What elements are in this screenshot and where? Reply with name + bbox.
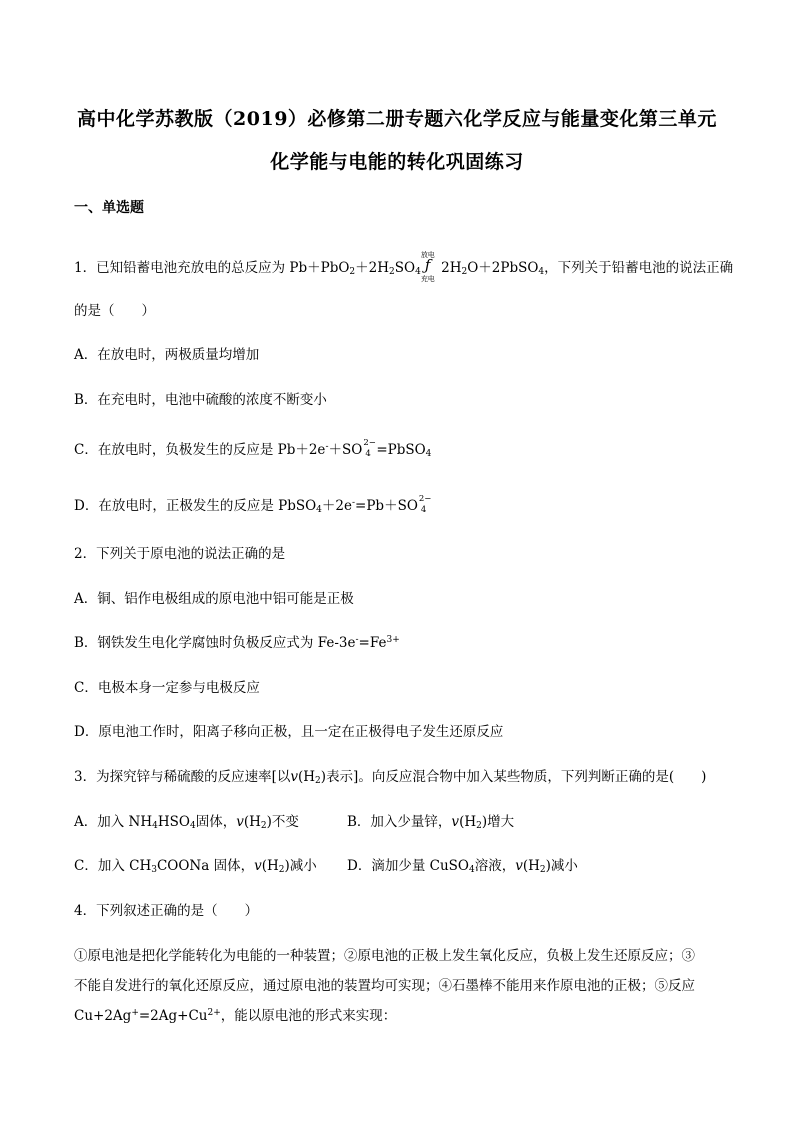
q4-statement-line2: 不能自发进行的氧化还原反应，通过原电池的装置均可实现；④石墨棒不能用来作原电池的正极；⑤反应 [74, 978, 695, 994]
q1-option-a: A．在放电时，两极质量均增加 [74, 347, 260, 363]
q1-option-d: D．在放电时，正极发生的反应是 PbSO$_4$＋2e-=Pb＋SO 2− 4 [74, 494, 432, 515]
page-title-line1: 高中化学苏教版（2019）必修第二册专题六化学反应与能量变化第三单元 [77, 108, 717, 130]
q2-option-a: A．铜、铝作电极组成的原电池中铝可能是正极 [74, 591, 354, 607]
q3-option-d: D．滴加少量 CuSO$_4$溶液，$v(H_2)$减小 [347, 858, 578, 875]
q2-option-d: D．原电池工作时，阳离子移向正极，且一定在正极得电子发生还原反应 [74, 724, 504, 740]
q1-stem: 1．已知铅蓄电池充放电的总反应为 $Pb+PbO_2+2H_2SO_4$ 放电 ƒ 充电 $2H_2O+2PbSO_4$，下列关于铅蓄电池的说法正确 [74, 251, 734, 283]
q2-option-c: C．电极本身一定参与电极反应 [74, 680, 260, 696]
q3-option-c: C．加入 $CH_3COONa$ 固体，$v(H_2)$减小 [74, 858, 317, 875]
page-title-line2: 化学能与电能的转化巩固练习 [270, 151, 524, 173]
q1-option-b: B．在充电时，电池中硫酸的浓度不断变小 [74, 392, 327, 408]
q2-option-b: B．钢铁发生电化学腐蚀时负极反应式为 $Fe-3e^-=Fe^{3+}$ [74, 635, 400, 651]
sulfate-ion: 2− 4 [363, 438, 376, 459]
q3-stem: 3．为探究锌与稀硫酸的反应速率[以$v(H_2)$表示]。向反应混合物中加入某些物质，下列判断正确的是( ) [74, 769, 707, 786]
q4-stem: 4．下列叙述正确的是（ ） [74, 903, 259, 919]
q2-stem: 2．下列关于原电池的说法正确的是 [74, 546, 286, 562]
section-heading: 一、单选题 [74, 200, 144, 216]
reversible-arrow: 放电 ƒ 充电 [420, 251, 435, 283]
q4-statement-line3: $Cu+2Ag^+=2Ag+Cu^{2+}$，能以原电池的形式来实现： [74, 1008, 397, 1024]
q4-statement-line1: ①原电池是把化学能转化为电能的一种装置；②原电池的正极上发生氧化反应，负极上发生还原反应；③ [74, 948, 695, 964]
q3-option-b: B．加入少量锌，$v(H_2)$增大 [347, 814, 515, 831]
sulfate-ion: 2− 4 [418, 494, 432, 515]
q3-option-a: A．加入 $NH_4HSO_4$固体，$v(H_2)$不变 [74, 814, 299, 831]
q1-option-c: C．在放电时，负极发生的反应是 Pb＋2e-＋SO 2− 4 =PbSO$_4$ [74, 438, 432, 459]
q1-stem-line2: 的是（ ） [74, 303, 155, 319]
